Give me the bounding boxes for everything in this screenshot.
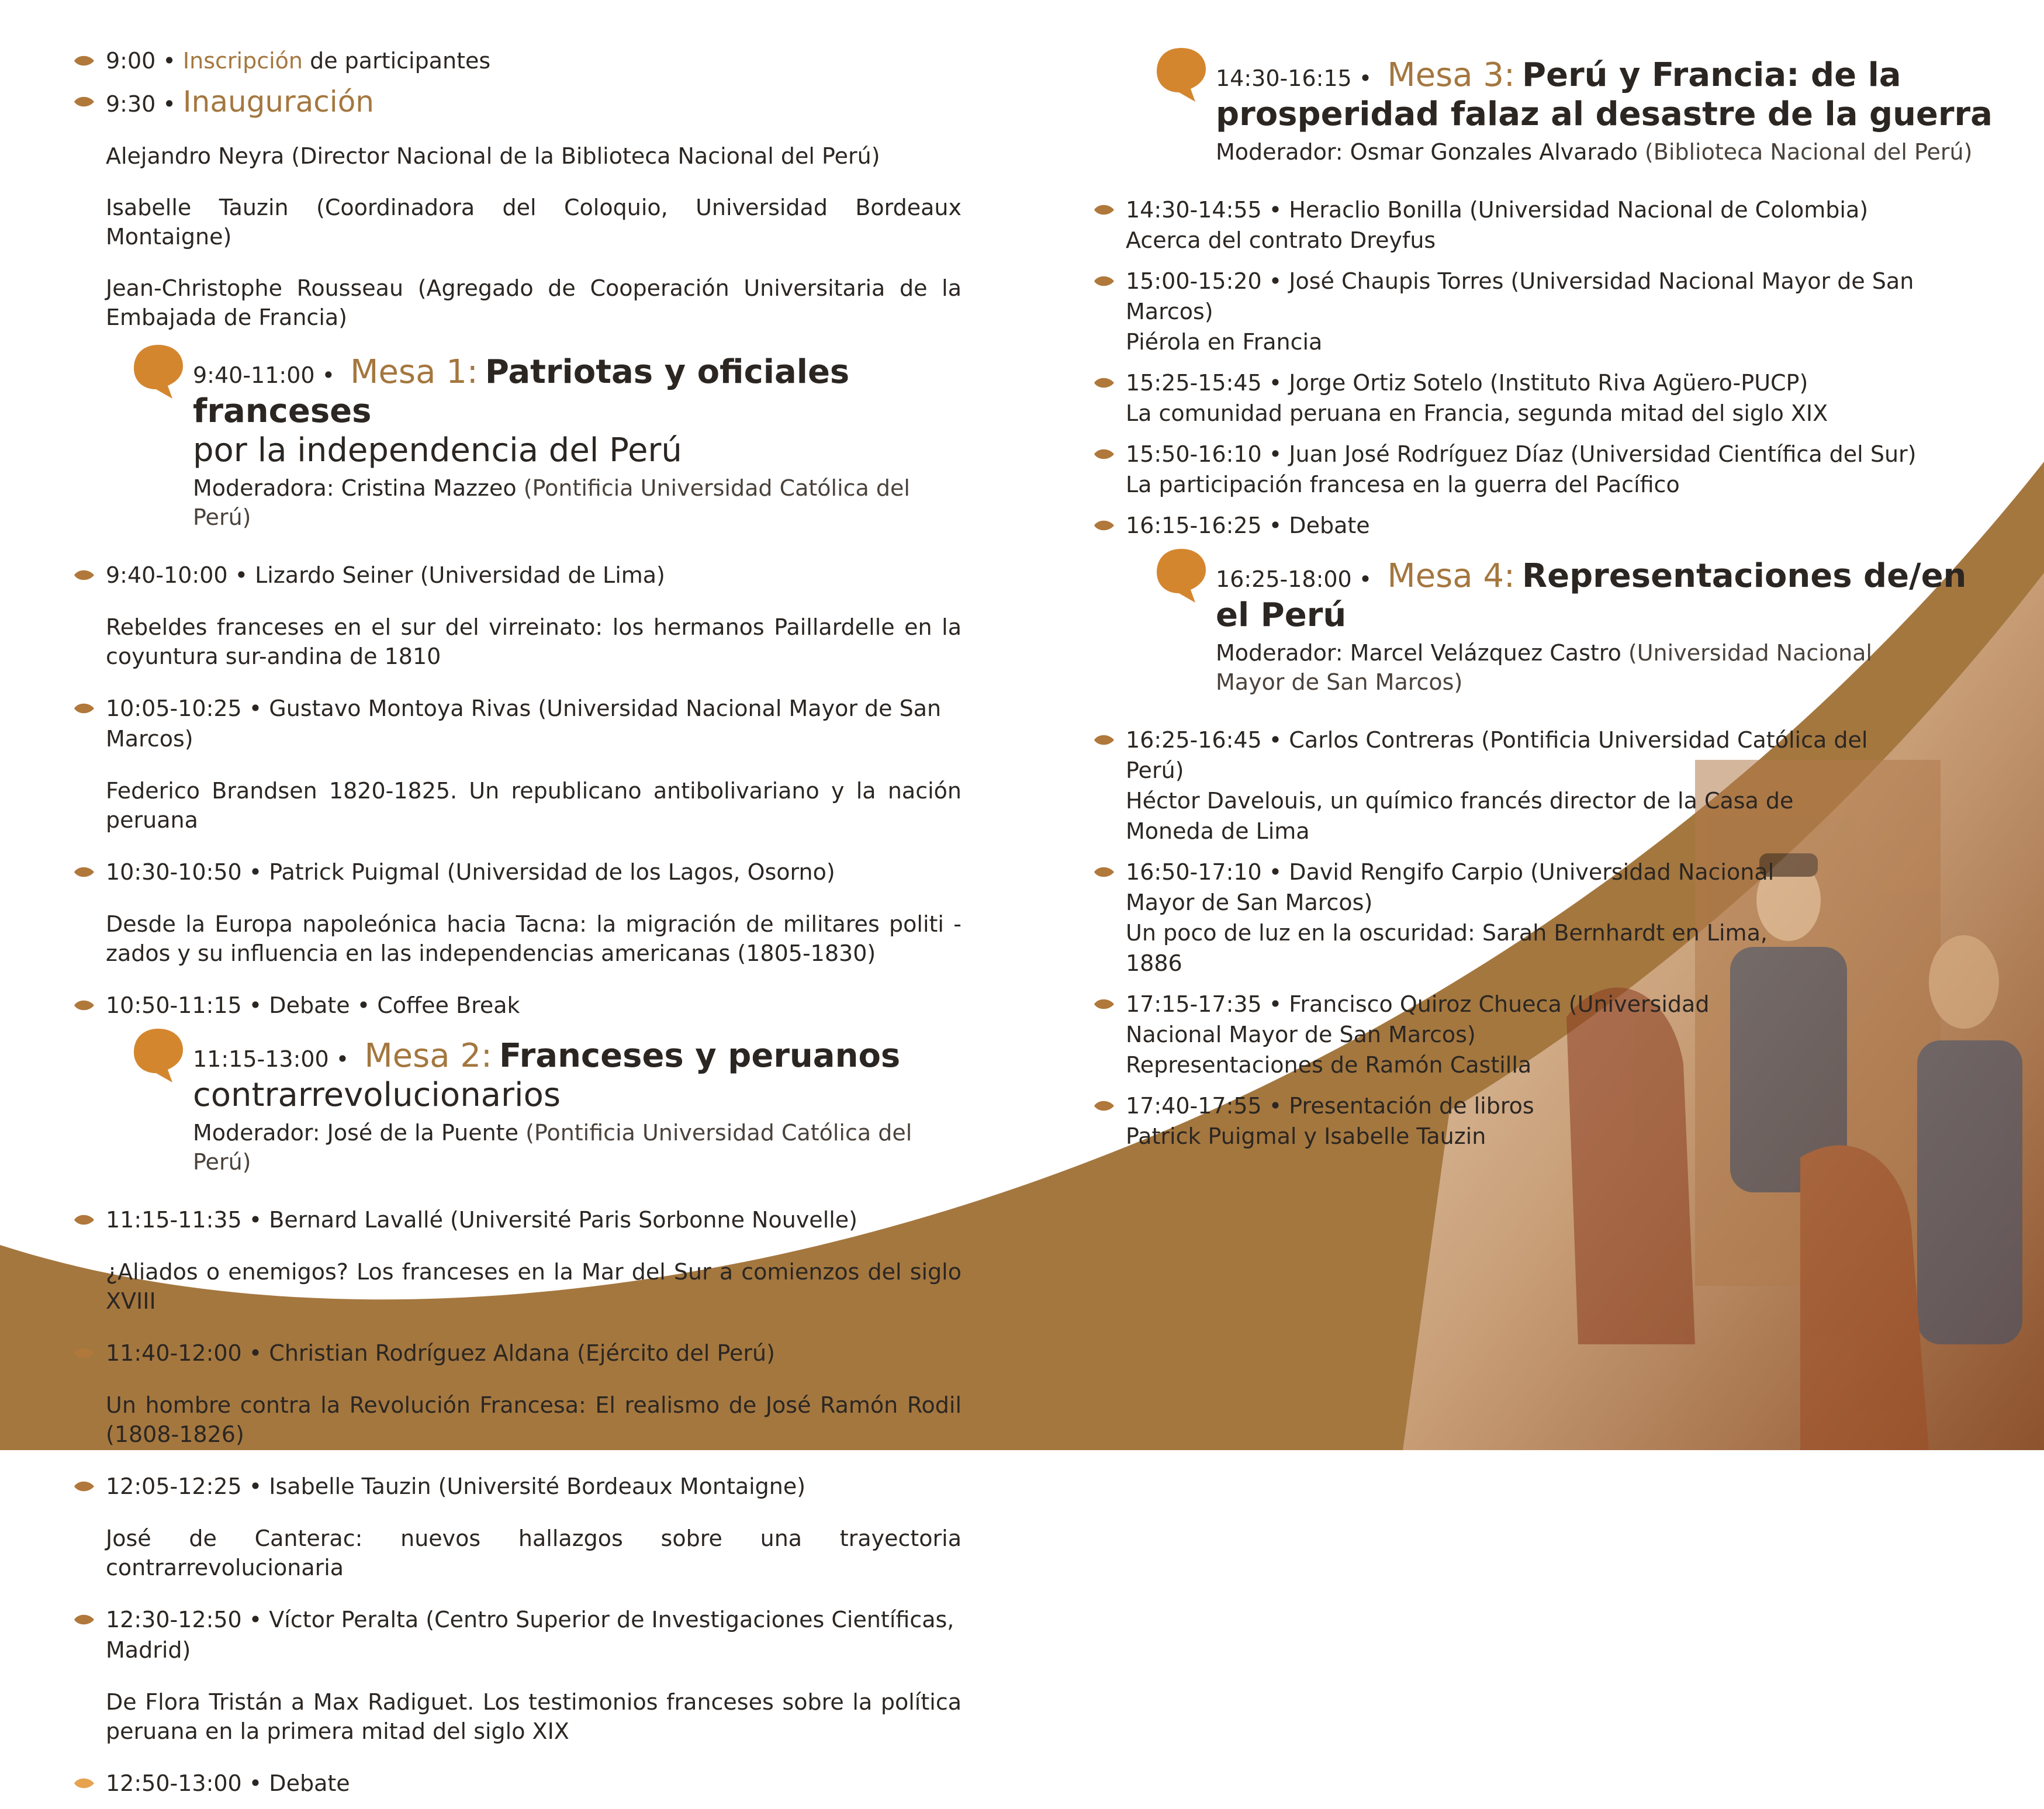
item-title: ¿Aliados o enemigos? Los franceses en la Mar del Sur a comienzos del siglo XVIII (106, 1259, 962, 1314)
mesa-label: Mesa 4: (1387, 557, 1515, 595)
item-title: Rebeldes franceses en el sur del virreinato: los hermanos Paillardelle en la coyuntura sur-andina de 1810 (106, 614, 962, 669)
item-head: 15:25-15:45 • Jorge Ortiz Sotelo (Instituto Riva Agüero-PUCP) (1126, 370, 1808, 396)
schedule-item (73, 1205, 962, 1316)
schedule-item (1093, 439, 2005, 500)
item-head: 12:30-12:50 • Víctor Peralta (Centro Superior de Investigaciones Científicas, Madrid) (106, 1607, 954, 1663)
mesa-label: Mesa 2: (364, 1037, 492, 1075)
moderator-institution: (Pontificia Universidad Católica del Perú) (193, 475, 910, 530)
mesa-4-header (1093, 558, 2005, 697)
leaf-bullet-icon (73, 568, 95, 582)
item-title: Federico Brandsen 1820-1825. Un republicano antibolivariano y la nación peruana (106, 778, 962, 833)
schedule-item (1093, 266, 2005, 357)
mesa-title-cont: el Perú (1216, 596, 1347, 634)
moderator-institution: (Universidad Nacional Mayor de San Marcos) (1216, 640, 1872, 695)
item-head: 15:00-15:20 • José Chaupis Torres (Universidad Nacional Mayor de San Marcos) (1126, 268, 1914, 324)
schedule-item (1093, 368, 2005, 428)
item-head: 10:30-10:50 • Patrick Puigmal (Universidad de los Lagos, Osorno) (106, 859, 835, 885)
schedule-item (73, 1604, 962, 1746)
registration-label: Inscripción (182, 48, 303, 74)
item-title: Piérola en Francia (1126, 329, 1323, 355)
leaf-bullet-icon (73, 54, 95, 68)
mesa-title: Representaciones de/en (1521, 557, 1967, 595)
leaf-bullet-icon (1093, 376, 1115, 390)
item-title: Patrick Puigmal y Isabelle Tauzin (1126, 1123, 1486, 1149)
inauguration-line: Isabelle Tauzin (Coordinadora del Coloquio, Universidad Bordeaux Montaigne) (106, 195, 962, 250)
mesa-label: Mesa 1: (350, 353, 478, 391)
mesa-title: Franceses y peruanos (499, 1037, 901, 1075)
mesa-1-header (73, 354, 962, 532)
item-time: 9:30 • (106, 91, 176, 117)
leaf-bullet-icon (1093, 865, 1115, 879)
leaf-bullet-icon (1093, 274, 1115, 288)
speech-bubble-icon (1154, 546, 1208, 605)
item-head: 17:15-17:35 • Francisco Quiroz Chueca (Universidad Nacional Mayor de San Marcos) (1126, 991, 1710, 1047)
mesa-time: 11:15-13:00 • (193, 1046, 350, 1072)
leaf-bullet-icon (73, 701, 95, 715)
mesa-title-cont: contrarrevolucionarios (193, 1076, 561, 1114)
schedule-item (1093, 195, 2005, 255)
leaf-bullet-icon (73, 865, 95, 879)
mesa-time: 16:25-18:00 • (1216, 566, 1372, 592)
leaf-bullet-icon (1093, 203, 1115, 217)
item-head: 15:50-16:10 • Juan José Rodríguez Díaz (Universidad Científica del Sur) (1126, 441, 1917, 467)
mesa-time: 9:40-11:00 • (193, 362, 336, 388)
schedule-item (1093, 1091, 1652, 1151)
right-column (1093, 46, 2005, 1202)
leaf-bullet-icon (1093, 1099, 1115, 1113)
leaf-bullet-icon (73, 1213, 95, 1227)
item-head: 9:40-10:00 • Lizardo Seiner (Universidad de Lima) (106, 562, 665, 588)
leaf-bullet-icon (73, 1776, 95, 1790)
item-head: 11:15-11:35 • Bernard Lavallé (Université Paris Sorbonne Nouvelle) (106, 1207, 858, 1233)
item-head: 10:05-10:25 • Gustavo Montoya Rivas (Universidad Nacional Mayor de San Marcos) (106, 696, 942, 752)
item-head: 17:40-17:55 • Presentación de libros (1126, 1093, 1534, 1119)
inauguration-line: Jean-Christophe Rousseau (Agregado de Cooperación Universitaria de la Embajada de Francia) (106, 275, 962, 330)
moderator-label: Moderador: (193, 1120, 320, 1146)
moderator-label: Moderador: (1216, 139, 1343, 165)
schedule-item (73, 87, 962, 332)
moderator-name: Cristina Mazzeo (341, 475, 517, 501)
mesa-time: 14:30-16:15 • (1216, 65, 1372, 91)
item-title: Desde la Europa napoleónica hacia Tacna: la migración de militares politi - zados y su influencia en las independencias americanas (1805-1830) (106, 911, 962, 966)
inauguration-label: Inauguración (182, 85, 374, 119)
leaf-bullet-icon (1093, 518, 1115, 532)
mesa-3-header (1093, 57, 2005, 167)
item-title: La comunidad peruana en Francia, segunda mitad del siglo XIX (1126, 400, 1828, 426)
item-head: 16:25-16:45 • Carlos Contreras (Pontificia Universidad Católica del Perú) (1126, 727, 1868, 783)
item-head: 12:05-12:25 • Isabelle Tauzin (Université Bordeaux Montaigne) (106, 1474, 806, 1499)
item-head: 11:40-12:00 • Christian Rodríguez Aldana (Ejército del Perú) (106, 1340, 775, 1366)
item-title: Acerca del contrato Dreyfus (1126, 227, 1436, 253)
leaf-bullet-icon (73, 95, 95, 109)
moderator-institution: (Pontificia Universidad Católica del Perú) (193, 1120, 912, 1175)
moderator-label: Moderadora: (193, 475, 334, 501)
schedule-item (1093, 510, 2005, 541)
schedule-item (73, 46, 962, 76)
schedule-item (73, 1471, 962, 1582)
item-title: Un hombre contra la Revolución Francesa: El realismo de José Ramón Rodil (1808-1826) (106, 1392, 962, 1447)
item-head: 14:30-14:55 • Heraclio Bonilla (Universidad Nacional de Colombia) (1126, 197, 1869, 223)
moderator-label: Moderador: (1216, 640, 1343, 666)
moderator-line (193, 473, 962, 532)
item-head: 10:50-11:15 • Debate • Coffee Break (106, 992, 520, 1018)
speech-bubble-icon (1154, 46, 1208, 104)
leaf-bullet-icon (73, 1346, 95, 1360)
leaf-bullet-icon (73, 1479, 95, 1493)
schedule-item (73, 1338, 962, 1449)
mesa-title: Patriotas y oficiales franceses (193, 353, 850, 430)
schedule-item (73, 1768, 962, 1798)
moderator-line (1216, 137, 2005, 167)
item-head: 12:50-13:00 • Debate (106, 1770, 350, 1796)
moderator-line (193, 1118, 962, 1177)
leaf-bullet-icon (73, 998, 95, 1012)
moderator-name: José de la Puente (327, 1120, 518, 1146)
schedule-item (73, 560, 962, 671)
leaf-bullet-icon (1093, 733, 1115, 747)
registration-rest: de participantes (310, 48, 491, 74)
closing-label: Clausura (1093, 1172, 1206, 1202)
schedule-item (1093, 857, 1798, 978)
leaf-bullet-icon (1093, 997, 1115, 1011)
mesa-title-cont: prosperidad falaz al desastre de la guerra (1216, 95, 1993, 133)
item-title: Un poco de luz en la oscuridad: Sarah Bernhardt en Lima, 1886 (1126, 920, 1768, 976)
mesa-title-cont: por la independencia del Perú (193, 431, 682, 469)
item-title: Representaciones de Ramón Castilla (1126, 1052, 1532, 1078)
schedule-item (1093, 725, 1915, 846)
schedule-item (73, 693, 962, 835)
moderator-name: Osmar Gonzales Alvarado (1350, 139, 1638, 165)
item-title: Héctor Davelouis, un químico francés director de la Casa de Moneda de Lima (1126, 788, 1794, 844)
schedule-item (73, 857, 962, 968)
schedule-item (1093, 989, 1710, 1080)
speech-bubble-icon (132, 343, 185, 401)
speech-bubble-icon (132, 1026, 185, 1085)
mesa-label: Mesa 3: (1387, 56, 1515, 94)
moderator-institution: (Biblioteca Nacional del Perú) (1644, 139, 1973, 165)
item-title: De Flora Tristán a Max Radiguet. Los testimonios franceses sobre la política peruana en la primera mitad del siglo XIX (106, 1689, 962, 1744)
inauguration-line: Alejandro Neyra (Director Nacional de la Biblioteca Nacional del Perú) (106, 143, 880, 169)
moderator-line (1216, 638, 1888, 697)
leaf-bullet-icon (1093, 447, 1115, 461)
item-time: 9:00 • (106, 48, 176, 74)
item-head: 16:15-16:25 • Debate (1126, 513, 1370, 538)
item-title: José de Canterac: nuevos hallazgos sobre una trayectoria contrarrevolucionaria (106, 1526, 962, 1580)
item-head: 16:50-17:10 • David Rengifo Carpio (Universidad Nacional Mayor de San Marcos) (1126, 859, 1775, 915)
moderator-name: Marcel Velázquez Castro (1350, 640, 1621, 666)
schedule-item (73, 990, 962, 1021)
mesa-title: Perú y Francia: de la (1521, 56, 1901, 94)
left-column (73, 46, 962, 1809)
item-title: La participación francesa en la guerra del Pacífico (1126, 472, 1680, 497)
mesa-2-header (73, 1038, 962, 1177)
leaf-bullet-icon (73, 1613, 95, 1627)
